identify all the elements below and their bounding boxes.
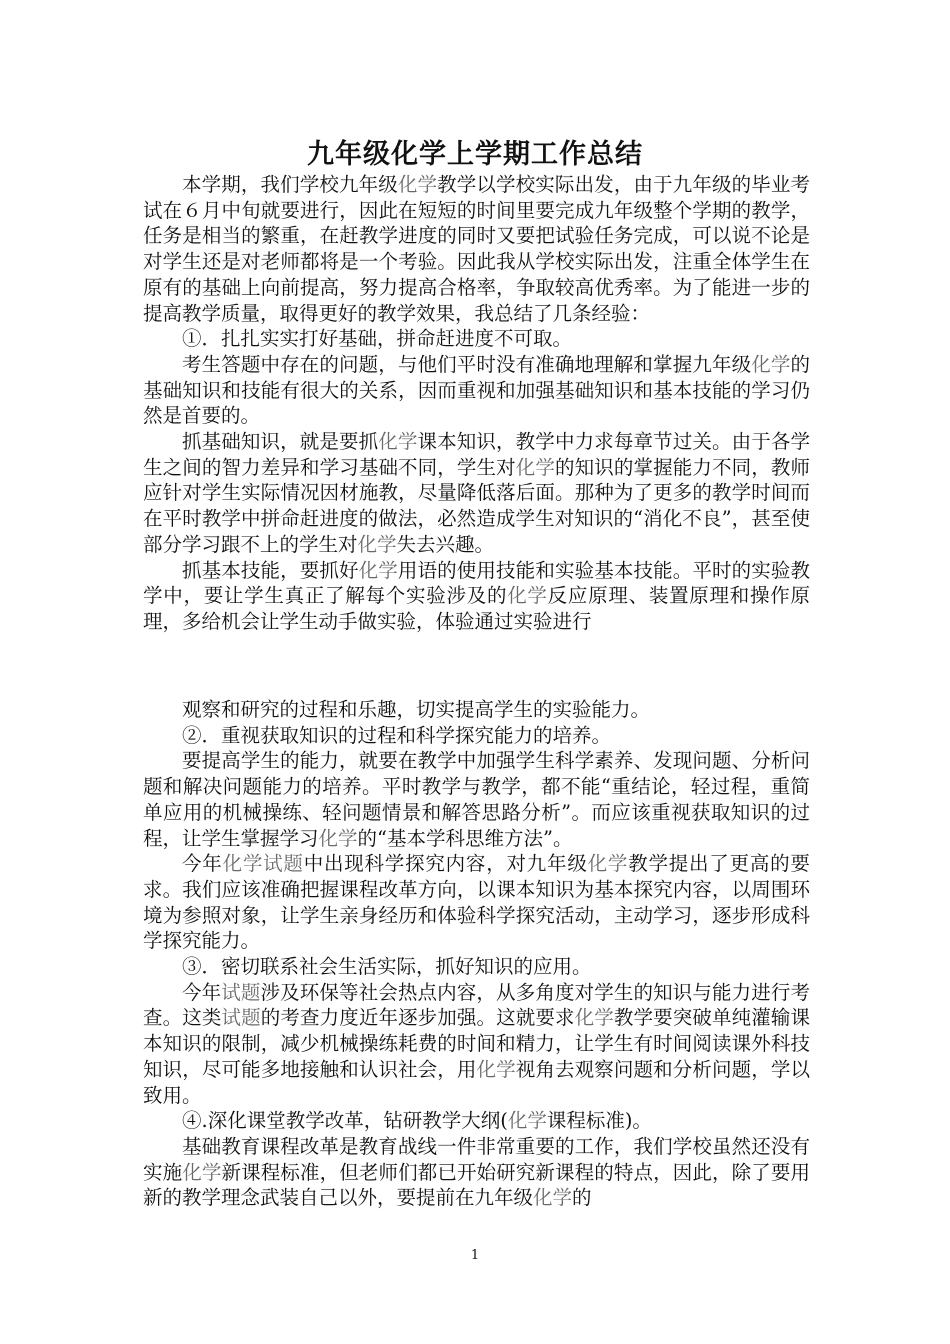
keyword-link[interactable]: 化学 bbox=[358, 558, 398, 582]
paragraph bbox=[143, 558, 810, 635]
keyword-link[interactable]: 试题 bbox=[221, 1006, 261, 1030]
paragraph bbox=[143, 352, 810, 429]
paragraph bbox=[143, 172, 810, 326]
paragraph-text: ④.深化课堂教学改革，钻研教学大纲( bbox=[182, 1109, 508, 1133]
keyword-link[interactable]: 化学 bbox=[357, 532, 397, 556]
paragraph-text: 的“基本学科思维方法”。 bbox=[357, 826, 573, 850]
keyword-link[interactable]: 化学 bbox=[476, 1057, 516, 1081]
paragraph-text: ③．密切联系社会生活实际，抓好知识的应用。 bbox=[182, 955, 592, 979]
keyword-link[interactable]: 化学 bbox=[318, 826, 358, 850]
paragraph-text: 教学提出了更高的要求。我们应该准确把握课程改革方向，以课本知识为基本探究内容，以周围环境为参照对象，让学生亲身经历和体验科学探究活动，主动学习，逐步形成科学探究能力。 bbox=[143, 852, 810, 953]
paragraph-text: 的 bbox=[572, 1186, 592, 1210]
keyword-link[interactable]: 化学 bbox=[587, 852, 629, 876]
paragraph-text: 考生答题中存在的问题，与他们平时没有准确地理解和掌握九年级 bbox=[182, 352, 752, 376]
paragraph-text: 的基础知识和技能有很大的关系，因而重视和加强基础知识和基本技能的学习仍然是首要的。 bbox=[143, 352, 810, 428]
keyword-link[interactable]: 化学 bbox=[507, 1109, 547, 1133]
document-title: 九年级化学上学期工作总结 bbox=[307, 139, 643, 170]
paragraph-text: 涉及环保等社会热点内容，从多角度对学生的知识与能力进行考查。这类 bbox=[143, 980, 810, 1030]
paragraph bbox=[143, 326, 810, 352]
paragraph bbox=[143, 851, 810, 954]
keyword-link[interactable]: 化学 bbox=[507, 584, 548, 608]
keyword-link[interactable]: 化学 bbox=[397, 173, 438, 196]
paragraph-text: 今年 bbox=[182, 852, 223, 876]
paragraph bbox=[143, 748, 810, 851]
paragraph-text: 今年 bbox=[182, 980, 222, 1004]
paragraph-text: 失去兴趣。 bbox=[396, 532, 495, 556]
keyword-link[interactable]: 化学 bbox=[574, 1006, 614, 1030]
paragraph bbox=[143, 954, 810, 980]
paragraph-text: 抓基础知识，就是要抓 bbox=[182, 430, 379, 454]
paragraph-text: 课本知识，教学中力求每章节过关。由于各学生之间的智力差异和学习基础不同，学生对 bbox=[143, 430, 810, 479]
paragraph-text: 用语的使用技能和实验基本技能。平时的实验教学中，要让学生真正了解每个实验涉及的 bbox=[143, 558, 810, 608]
paragraph-text: 的考查力度近年逐步加强。这就要求 bbox=[260, 1006, 575, 1030]
page-number: 1 bbox=[470, 1248, 480, 1263]
paragraph bbox=[143, 1108, 810, 1134]
paragraph-text: 基础教育课程改革是教育战线一件非常重要的工作，我们学校虽然还没有实施 bbox=[143, 1134, 810, 1184]
paragraph-text: 课程标准)。 bbox=[546, 1109, 652, 1133]
paragraph-text: ①．扎扎实实打好基础，拼命赶进度不可取。 bbox=[182, 327, 573, 351]
keyword-link[interactable]: 化学 bbox=[515, 455, 556, 479]
paragraph-text: 教学以学校实际出发，由于九年级的毕业考试在６月中旬就要进行，因此在短短的时间里要完成九年级整个学期的教学，任务是相当的繁重，在赶教学进度的同时又要把试验任务完成，可以说不论是对学生还是对老师都将是一个考验。因此我从学校实际出发，注重全体学生在原有的基础上向前提高，努力提高合格率，争取较高优秀率。为了能进一步的提高教学质量，取得更好的教学效果，我总结了几条经验： bbox=[143, 173, 810, 325]
paragraph-text: 观察和研究的过程和乐趣，切实提高学生的实验能力。 bbox=[182, 698, 651, 721]
paragraph-text: 视角去观察问题和分析问题，学以致用。 bbox=[143, 1057, 810, 1107]
paragraph-text: 本学期，我们学校九年级 bbox=[182, 173, 398, 196]
paragraph bbox=[143, 980, 810, 1109]
body-text-lower bbox=[143, 697, 810, 1211]
keyword-link[interactable]: 化学 bbox=[751, 352, 791, 376]
paragraph bbox=[143, 429, 810, 558]
keyword-link[interactable]: 化学试题 bbox=[222, 852, 304, 876]
paragraph-text: 要提高学生的能力，就要在教学中加强学生科学素养、发现问题、分析问题和解决问题能力的培养。平时教学与教学，都不能“重结论，轻过程，重简单应用的机械操练、轻问题情景和解答思路分析”。而应该重视获取知识的过程，让学生掌握学习 bbox=[143, 749, 810, 850]
paragraph-text: 中出现科学探究内容，对九年级 bbox=[303, 852, 588, 876]
paragraph-text: 的知识的掌握能力不同，教师应针对学生实际情况因材施教，尽量降低落后面。那种为了更多的教学时间而在平时教学中拼命赶进度的做法，必然造成学生对知识的“消化不良”，甚至使部分学习跟不上的学生对 bbox=[143, 455, 810, 556]
paragraph-text: 新课程标准，但老师们都已开始研究新课程的特点，因此，除了要用新的教学理念武装自己以外，要提前在九年级 bbox=[143, 1160, 810, 1210]
paragraph bbox=[143, 697, 810, 723]
keyword-link[interactable]: 化学 bbox=[533, 1186, 573, 1210]
paragraph bbox=[143, 1134, 810, 1211]
paragraph bbox=[143, 723, 810, 749]
paragraph-text: 反应原理、装置原理和操作原理，多给机会让学生动手做实验，体验通过实验进行 bbox=[143, 584, 810, 633]
paragraph-text: 抓基本技能，要抓好 bbox=[182, 558, 359, 582]
paragraph-text: 教学要突破单纯灌输课本知识的限制，减少机械操练耗费的时间和精力，让学生有时间阅读课外科技知识，尽可能多地接触和认识社会，用 bbox=[143, 1006, 810, 1081]
keyword-link[interactable]: 化学 bbox=[182, 1160, 222, 1184]
keyword-link[interactable]: 试题 bbox=[221, 980, 261, 1004]
keyword-link[interactable]: 化学 bbox=[378, 430, 418, 454]
body-text-upper bbox=[143, 172, 810, 635]
paragraph-text: ②．重视获取知识的过程和科学探究能力的培养。 bbox=[182, 723, 612, 747]
